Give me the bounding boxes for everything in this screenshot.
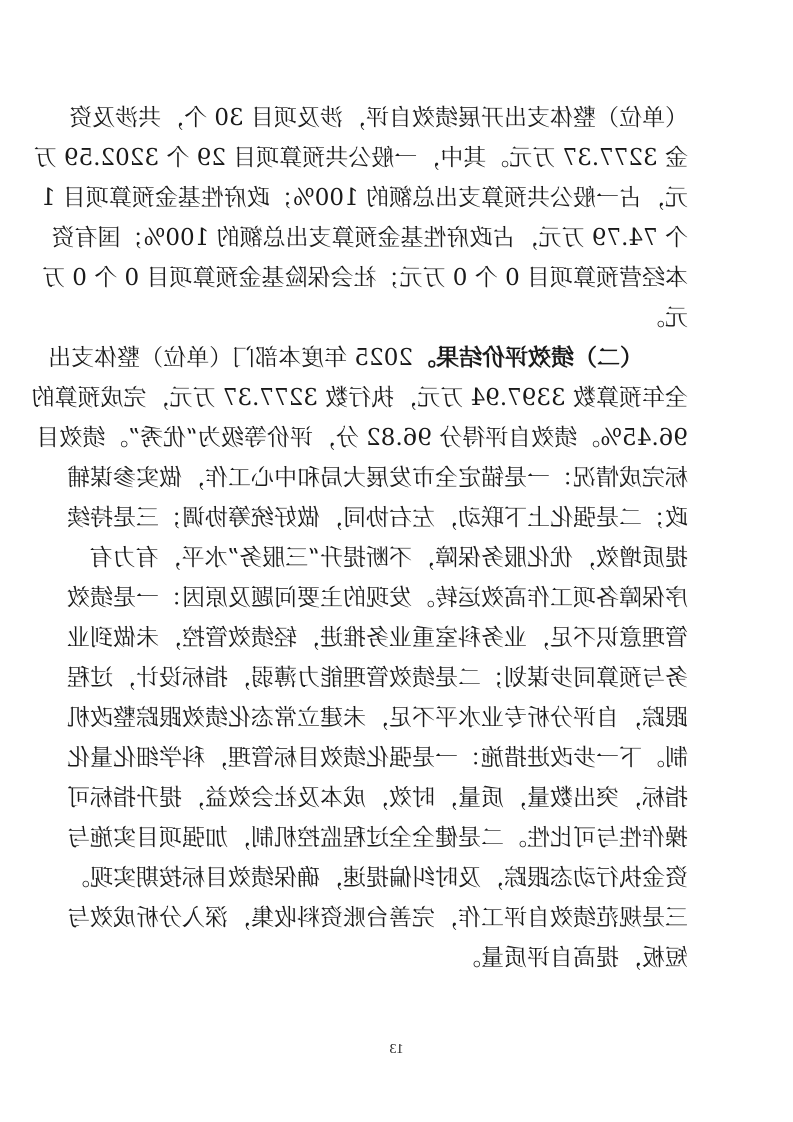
paragraph-line: 政；二是强化上下联动，左右协同，做好统筹协调；三是持续 [67,505,688,531]
paragraph-line: 三是规范绩效自评工作，完善台账资料收集，深入分析成效与 [67,905,688,931]
paragraph-line: （单位）整体支出开展绩效自评，涉及项目 30 个，共涉及资 [69,105,688,131]
section-heading-line [48,338,643,378]
paragraph-line: 96.45%。绩效自评得分 96.82 分，评价等级为“优秀”。绩效目 [36,425,688,451]
paragraph-line: 操作性与可比性。二是健全全过程监控机制，加强项目实施与 [67,825,688,851]
paragraph-line: 务与预算同步谋划；二是绩效管理能力薄弱，指标设计，过程 [67,665,688,691]
paragraph-line: 提质增效，优化服务保障，不断提升“三服务”水平，有力有 [89,545,688,571]
paragraph-line: 制。下一步改进措施：一是强化绩效目标管理，科学细化量化 [67,745,688,771]
paragraph-line: 标完成情况：一是锚定全市发展大局和中心工作，做实参谋辅 [67,465,688,491]
paragraph-line: 指标，突出数量，质量，时效，成本及社会效益，提升指标可 [67,785,688,811]
paragraph-line: 跟踪，自评分析专业水平不足，未建立常态化绩效跟踪整改机 [67,705,688,731]
paragraph-line: 本经营预算项目 0 个 0 万元；社会保险基金预算项目 0 个 0 万 [41,265,688,291]
paragraph-line: 全年预算数 3397.94 万元，执行数 3277.37 万元，完成预算的 [31,385,688,411]
paragraph-line: 短板，提高自评质量。 [458,945,688,971]
paragraph-line: 序保障各项工作高效运转。发现的主要问题及原因：一是绩效 [67,585,688,611]
page-number: 13 [389,1042,404,1057]
section-heading: （二）绩效评价结果。 [413,344,643,371]
paragraph-line: 个 74.79 万元，占政府性基金预算支出总额的 100%；国有资 [51,225,688,251]
paragraph-line: 元，占一般公共预算支出总额的 100%；政府性基金预算项目 1 [40,185,688,211]
paragraph-line: 元。 [642,305,688,331]
paragraph-line: 管理意识不足，业务科室重业务推进，轻绩效管控，未做到业 [67,625,688,651]
paragraph-line: 金 3277.37 万元。其中，一般公共预算项目 29 个 3202.59 万 [33,145,688,171]
paragraph-line: 资金执行动态跟踪，及时纠偏提速，确保绩效目标按期实现。 [67,865,688,891]
paragraph-line: 2025 年度本部门（单位）整体支出 [48,345,413,371]
